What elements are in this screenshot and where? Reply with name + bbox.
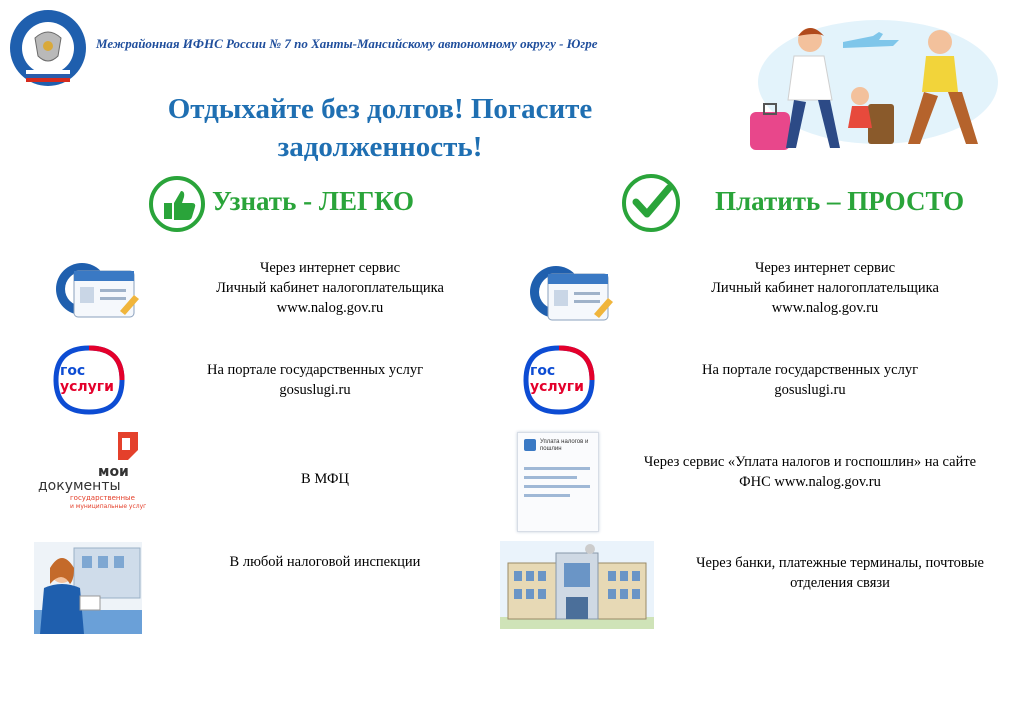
text-line: gosuslugi.ru bbox=[774, 382, 846, 398]
left-item-4-text bbox=[190, 552, 460, 572]
gosuslugi-logo bbox=[522, 345, 596, 415]
right-item-1-text bbox=[675, 258, 975, 318]
service-title: Уплата налогов и пошлин bbox=[540, 439, 589, 452]
text-line: gosuslugi.ru bbox=[279, 382, 351, 398]
text-line: Личный кабинет налогоплательщика bbox=[711, 280, 939, 296]
checkmark-icon bbox=[620, 172, 682, 234]
left-item-2-text bbox=[170, 360, 460, 400]
text-line: В любой налоговой инспекции bbox=[229, 554, 421, 570]
taxpayer-card-icon bbox=[524, 258, 616, 328]
title-line-1: Отдыхайте без долгов! Погасите bbox=[167, 93, 593, 125]
organization-name: Межрайонная ИФНС России № 7 по Ханты-Мансийскому автономному округу - Югре bbox=[96, 36, 598, 51]
service-list-line bbox=[524, 494, 570, 497]
text-line: www.nalog.gov.ru bbox=[771, 300, 879, 316]
title-line-2: задолженность! bbox=[277, 131, 483, 163]
moi-text: мои bbox=[98, 464, 129, 480]
text-line: www.nalog.gov.ru bbox=[276, 300, 384, 316]
gos-text: гос bbox=[60, 363, 86, 379]
gos-text: гос bbox=[530, 363, 556, 379]
tax-inspector-icon bbox=[34, 542, 142, 634]
service-list-line bbox=[524, 485, 590, 488]
taxpayer-card-icon bbox=[50, 255, 142, 325]
text-line: Личный кабинет налогоплательщика bbox=[216, 280, 444, 296]
uslugi-line-text: и муниципальные услуги bbox=[70, 503, 146, 510]
uslugi-text: услуги bbox=[60, 379, 114, 395]
text-line: Через интернет сервис bbox=[259, 260, 401, 276]
uslugi-text: услуги bbox=[530, 379, 584, 395]
family-travel-illustration bbox=[748, 12, 998, 154]
gosuslugi-logo bbox=[52, 345, 126, 415]
right-section-heading: Платить – ПРОСТО bbox=[715, 186, 965, 216]
left-item-1-text bbox=[180, 258, 480, 318]
service-list-line bbox=[524, 467, 590, 470]
left-item-3-text bbox=[250, 469, 400, 489]
fns-emblem bbox=[8, 8, 88, 88]
right-item-2-text bbox=[665, 360, 955, 400]
left-section-heading: Узнать - ЛЕГКО bbox=[212, 186, 415, 216]
thumbs-up-icon bbox=[148, 175, 206, 233]
moi-dokumenty-logo bbox=[34, 430, 146, 510]
text-line: Через сервис «Уплата налогов и госпошлин» на сайте bbox=[643, 454, 977, 470]
service-list-line bbox=[524, 476, 577, 479]
right-item-3-text bbox=[610, 452, 1010, 492]
right-item-4-text bbox=[660, 553, 1020, 593]
text-line: На портале государственных услуг bbox=[701, 362, 919, 378]
gos-municipal-text: государственные bbox=[70, 494, 135, 502]
text-line: На портале государственных услуг bbox=[206, 362, 424, 378]
text-line: Через банки, платежные терминалы, почтовые bbox=[696, 555, 984, 571]
payment-service-screenshot bbox=[517, 432, 599, 532]
text-line: ФНС www.nalog.gov.ru bbox=[739, 474, 881, 490]
dokumenty-text: документы bbox=[38, 478, 121, 494]
service-list bbox=[524, 467, 590, 497]
bank-building-icon bbox=[500, 541, 654, 629]
fns-mini-logo-icon bbox=[524, 439, 536, 451]
text-line: отделения связи bbox=[790, 575, 890, 591]
text-line: В МФЦ bbox=[301, 471, 349, 487]
main-title bbox=[100, 90, 660, 166]
text-line: Через интернет сервис bbox=[754, 260, 896, 276]
